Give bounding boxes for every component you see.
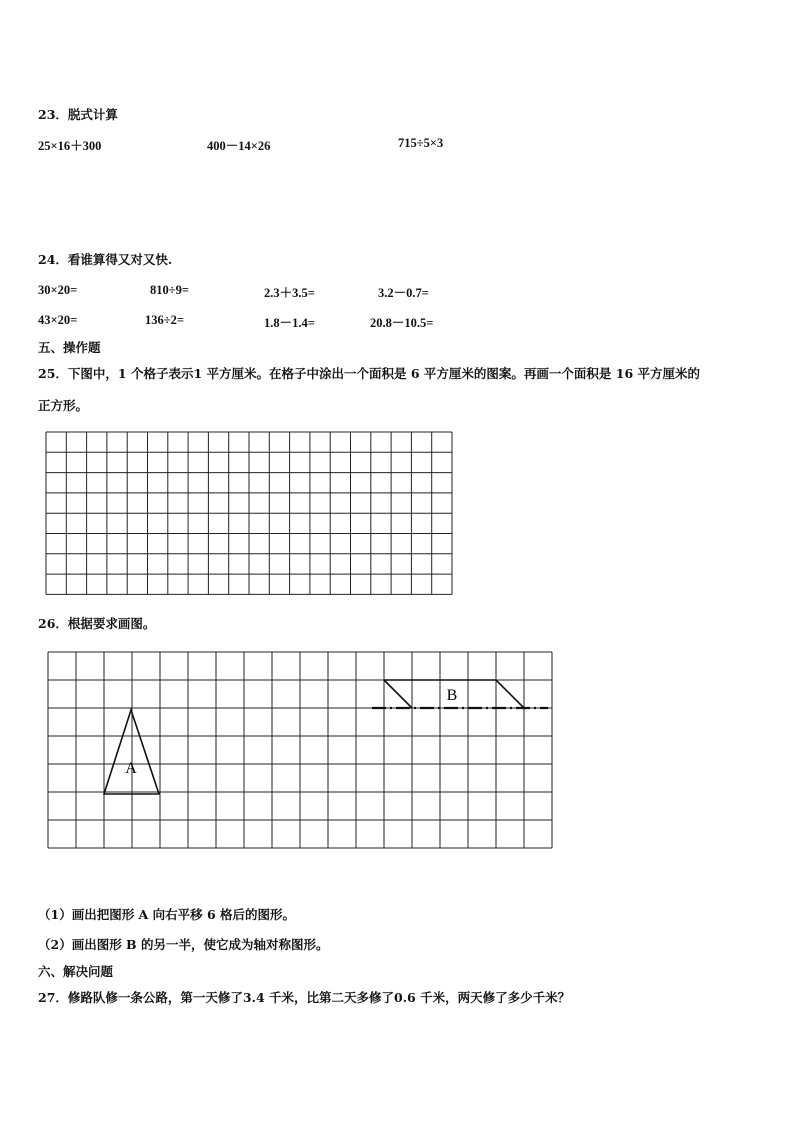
q27-text: 27．修路队修一条公路，第一天修了3.4 千米，比第二天多修了0.6 千米，两天修了多少千米？ <box>38 990 571 1005</box>
q25-text-line2: 正方形。 <box>38 398 89 413</box>
q24-r1-c4: 3.2－0.7= <box>378 286 429 300</box>
q23-expr-1: 25×16＋300 <box>38 139 102 153</box>
q24-r1-c1: 30×20= <box>38 283 78 297</box>
q24-title: 24．看谁算得又对又快. <box>38 252 173 267</box>
section-5-heading: 五、操作题 <box>38 340 101 355</box>
q26-grid-lines <box>48 652 552 848</box>
q26-sub1: （1）画出把图形 A 向右平移 6 格后的图形。 <box>38 907 296 922</box>
shape-a-triangle <box>104 710 159 794</box>
q24-r2-c2: 136÷2= <box>145 313 184 327</box>
q23-title: 23．脱式计算 <box>38 107 118 122</box>
q24-r2-c3: 1.8－1.4= <box>264 316 315 330</box>
shape-b-label: B <box>446 687 458 704</box>
q26-title: 26．根据要求画图。 <box>38 616 156 631</box>
q23-expr-3: 715÷5×3 <box>398 136 444 150</box>
q24-r1-c3: 2.3＋3.5= <box>264 286 315 300</box>
shape-b-outline <box>384 680 524 708</box>
q26-sub2: （2）画出图形 B 的另一半，使它成为轴对称图形。 <box>38 937 329 952</box>
q24-r1-c2: 810÷9= <box>150 283 189 297</box>
section-6-heading: 六、解决问题 <box>38 964 114 979</box>
shape-a-label: A <box>125 760 137 777</box>
q24-r2-c4: 20.8－10.5= <box>370 316 434 330</box>
q25-grid-lines <box>46 432 452 594</box>
shape-b-half <box>384 680 412 708</box>
q25-text-line1: 25．下图中，1 个格子表示1 平方厘米。在格子中涂出一个面积是 6 平方厘米的图案。再画一个面积是 16 平方厘米的 <box>38 366 700 381</box>
q24-r2-c1: 43×20= <box>38 313 78 327</box>
q23-expr-2: 400－14×26 <box>207 139 271 153</box>
